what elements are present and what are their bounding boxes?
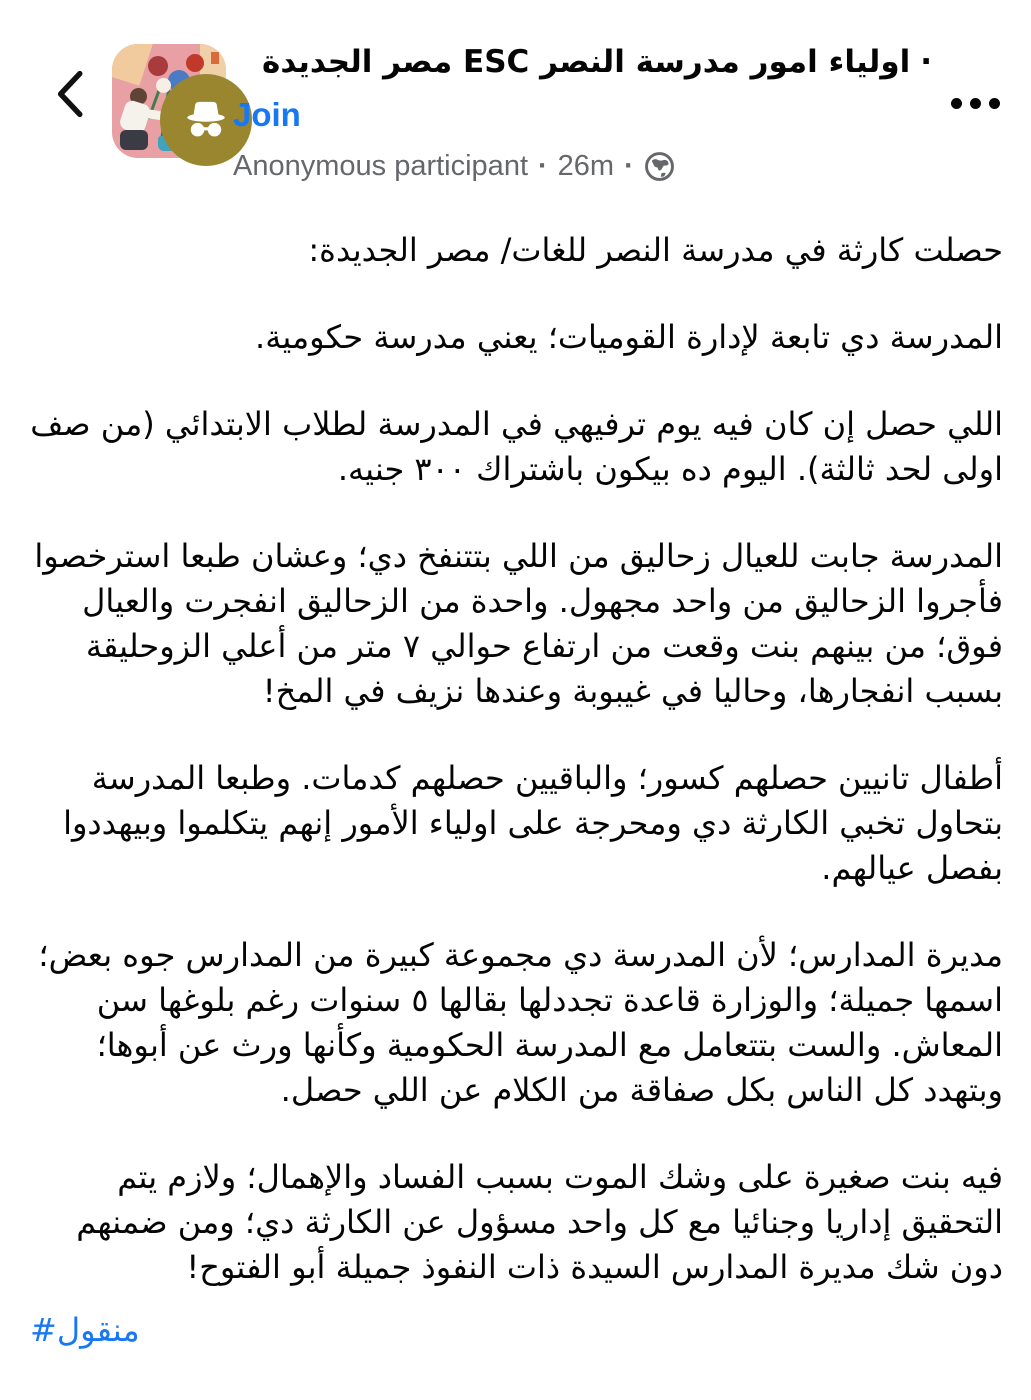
- group-name: اولياء امور مدرسة النصر ESC مصر الجديدة: [262, 44, 911, 80]
- post-paragraph: المدرسة جابت للعيال زحاليق من اللي بتتنفخ دي؛ وعشان طبعا استرخصوا فأجروا الزحاليق من واحد مجهول. واحدة من الزحاليق انفجرت والعيال فوق؛ من بينهم بنت وقعت من ارتفاع حوالي ٧ متر من أعلي الزوحليقة بسبب انفجارها، وحاليا في غيبوبة وعندها نزيف في المخ!: [34, 537, 1003, 710]
- byline-separator: ·: [624, 150, 634, 182]
- post-body: [30, 228, 1003, 1353]
- avatar-art-person-pants: [120, 130, 148, 150]
- byline-separator: ·: [538, 150, 548, 182]
- post-paragraph: أطفال تانيين حصلهم كسور؛ والباقيين حصلهم كدمات. وطبعا المدرسة بتحاول تخبي الكارثة دي ومحرجة على اولياء الأمور إنهم يتكلموا وبيهددوا بفصل عيالهم.: [63, 759, 1003, 887]
- avatar-art-flower: [186, 54, 204, 72]
- post-paragraph: حصلت كارثة في مدرسة النصر للغات/ مصر الجديدة:: [308, 231, 1003, 269]
- timestamp: 26m: [557, 150, 615, 182]
- avatar-art-flower: [148, 56, 168, 76]
- title-separator-dot: ·: [920, 44, 932, 80]
- ellipsis-dot: [970, 98, 981, 109]
- ellipsis-dot: [951, 98, 962, 109]
- author-name[interactable]: Anonymous participant: [233, 150, 528, 182]
- ellipsis-dot: [989, 98, 1000, 109]
- join-button[interactable]: Join: [233, 96, 301, 133]
- globe-icon: [644, 151, 675, 182]
- chevron-left-icon: [53, 70, 85, 118]
- post-paragraph: فيه بنت صغيرة على وشك الموت بسبب الفساد والإهمال؛ ولازم يتم التحقيق إداريا وجنائيا مع كل واحد مسؤول عن الكارثة دي؛ ومن ضمنهم دون شك مديرة المدارس السيدة ذات النفوذ جميلة أبو الفتوح!: [76, 1158, 1003, 1286]
- hashtag-link[interactable]: #منقول: [30, 1311, 140, 1349]
- group-title[interactable]: [232, 42, 932, 84]
- incognito-icon: [177, 91, 235, 149]
- more-options-button[interactable]: [945, 92, 1006, 115]
- post-byline: [233, 150, 675, 183]
- back-button[interactable]: [48, 66, 90, 122]
- post-paragraph: مديرة المدارس؛ لأن المدرسة دي مجموعة كبيرة من المدارس جوه بعض؛ اسمها جميلة؛ والوزارة قاعدة تجددلها بقالها ٥ سنوات رغم بلوغها سن المعاش. والست بتتعامل مع المدرسة الحكومية وكأنها ورث عن أبوها؛ وبتهدد كل الناس بكل صفاقة من الكلام عن اللي حصل.: [38, 936, 1003, 1109]
- post-paragraph: المدرسة دي تابعة لإدارة القوميات؛ يعني مدرسة حكومية.: [255, 318, 1003, 356]
- avatar-art-window: [211, 52, 219, 64]
- post-paragraph: اللي حصل إن كان فيه يوم ترفيهي في المدرسة لطلاب الابتدائي (من صف اولى لحد ثالثة). اليوم ده بيكون باشتراك ٣٠٠ جنيه.: [30, 405, 1003, 488]
